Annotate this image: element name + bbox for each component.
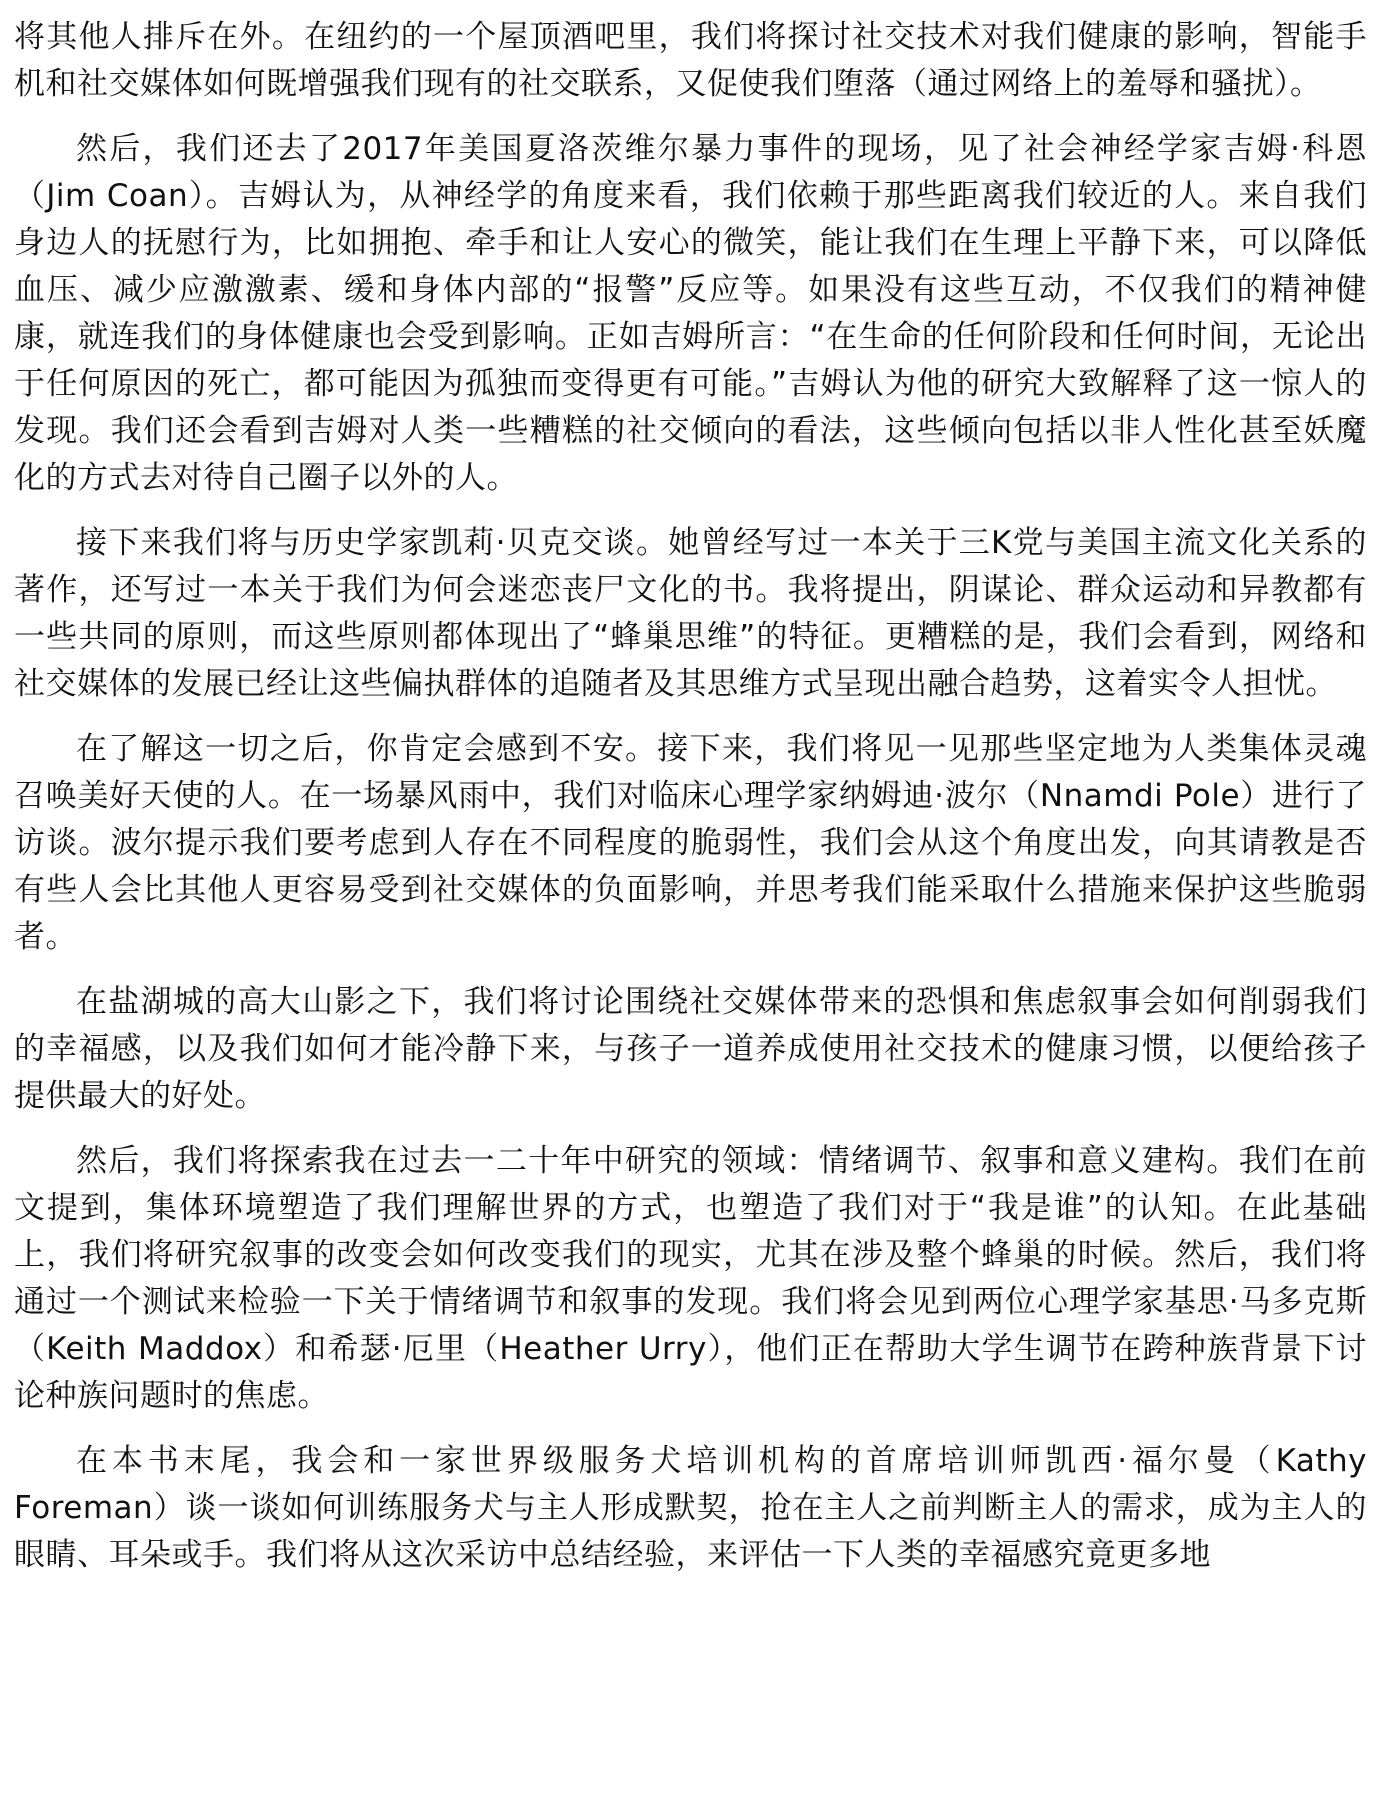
paragraph-kathy-foreman: 在本书末尾，我会和一家世界级服务犬培训机构的首席培训师凯西·福尔曼（Kathy Foreman）谈一谈如何训练服务犬与主人形成默契，抢在主人之前判断主人的需求，成为主人的眼睛、耳朵或手。我们将从这次采访中总结经验，来评估一下人类的幸福感究竟更多地 <box>14 1443 1367 1573</box>
paragraph-nnamdi-pole: 在了解这一切之后，你肯定会感到不安。接下来，我们将见一见那些坚定地为人类集体灵魂召唤美好天使的人。在一场暴风雨中，我们对临床心理学家纳姆迪·波尔（Nnamdi Pole）进行了访谈。波尔提示我们要考虑到人存在不同程度的脆弱性，我们会从这个角度出发，向其请教是否有些人会比其他人更容易受到社交媒体的负面影响，并思考我们能采取什么措施来保护这些脆弱者。 <box>14 731 1367 955</box>
paragraph-continuation: 将其他人排斥在外。在纽约的一个屋顶酒吧里，我们将探讨社交技术对我们健康的影响，智能手机和社交媒体如何既增强我们现有的社交联系，又促使我们堕落（通过网络上的羞辱和骚扰）。 <box>14 19 1367 102</box>
paragraph-salt-lake-city: 在盐湖城的高大山影之下，我们将讨论围绕社交媒体带来的恐惧和焦虑叙事会如何削弱我们的幸福感，以及我们如何才能冷静下来，与孩子一道养成使用社交技术的健康习惯，以便给孩子提供最大的好处。 <box>14 984 1367 1114</box>
paragraph-emotion-regulation: 然后，我们将探索我在过去一二十年中研究的领域：情绪调节、叙事和意义建构。我们在前文提到，集体环境塑造了我们理解世界的方式，也塑造了我们对于“我是谁”的认知。在此基础上，我们将研究叙事的改变会如何改变我们的现实，尤其在涉及整个蜂巢的时候。然后，我们将通过一个测试来检验一下关于情绪调节和叙事的发现。我们将会见到两位心理学家基思·马多克斯（Keith Maddox）和希瑟·厄里（Heather Urry），他们正在帮助大学生调节在跨种族背景下讨论种族问题时的焦虑。 <box>14 1143 1367 1414</box>
paragraph-jim-coan: 然后，我们还去了2017年美国夏洛茨维尔暴力事件的现场，见了社会神经学家吉姆·科恩（Jim Coan）。吉姆认为，从神经学的角度来看，我们依赖于那些距离我们较近的人。来自我们身边人的抚慰行为，比如拥抱、牵手和让人安心的微笑，能让我们在生理上平静下来，可以降低血压、减少应激激素、缓和身体内部的“报警”反应等。如果没有这些互动，不仅我们的精神健康，就连我们的身体健康也会受到影响。正如吉姆所言：“在生命的任何阶段和任何时间，无论出于任何原因的死亡，都可能因为孤独而变得更有可能。”吉姆认为他的研究大致解释了这一惊人的发现。我们还会看到吉姆对人类一些糟糕的社交倾向的看法，这些倾向包括以非人性化甚至妖魔化的方式去对待自己圈子以外的人。 <box>14 131 1367 496</box>
paragraph-kelly-baker: 接下来我们将与历史学家凯莉·贝克交谈。她曾经写过一本关于三K党与美国主流文化关系的著作，还写过一本关于我们为何会迷恋丧尸文化的书。我将提出，阴谋论、群众运动和异教都有一些共同的原则，而这些原则都体现出了“蜂巢思维”的特征。更糟糕的是，我们会看到，网络和社交媒体的发展已经让这些偏执群体的追随者及其思维方式呈现出融合趋势，这着实令人担忧。 <box>14 525 1367 702</box>
